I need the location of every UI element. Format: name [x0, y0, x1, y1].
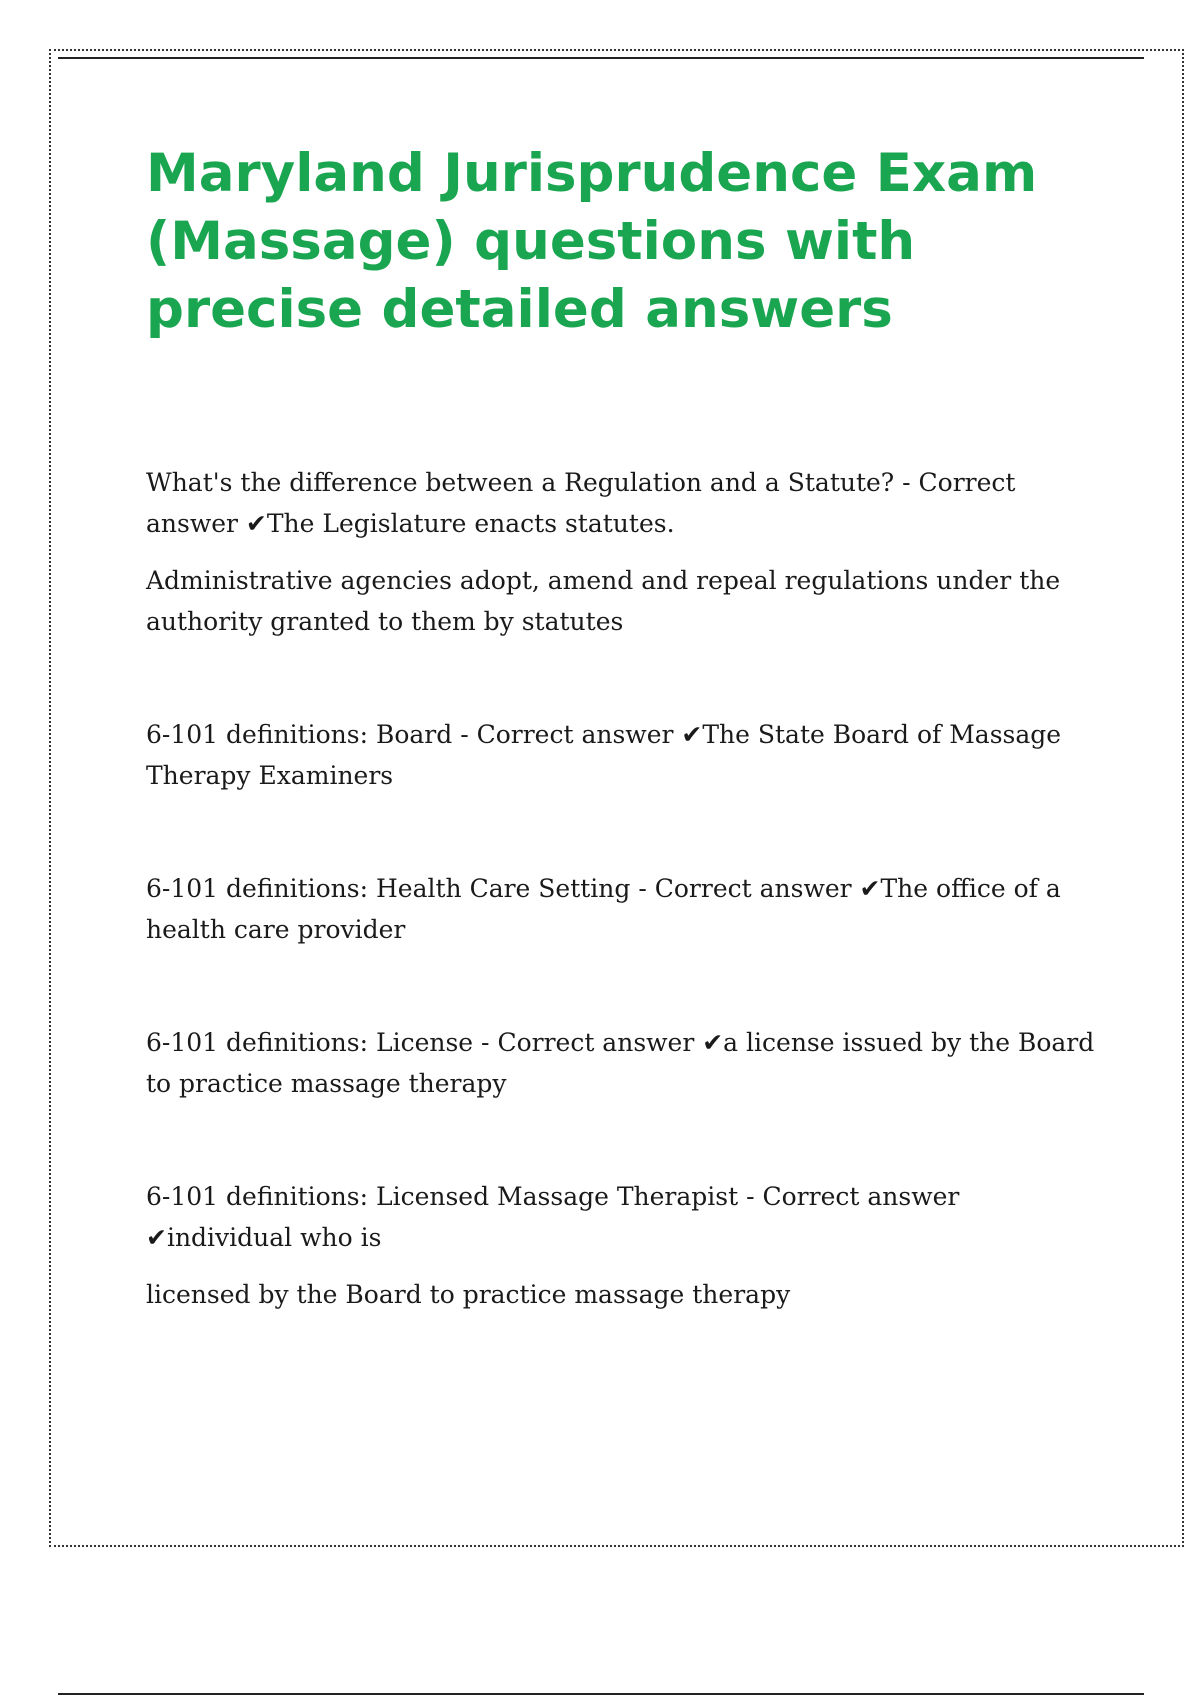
bottom-rule	[58, 1693, 1144, 1695]
qa-paragraph: 6-101 definitions: License - Correct answer ✔a license issued by the Board to practice massage therapy	[146, 1028, 1095, 1098]
qa-item-license	[146, 1022, 1096, 1104]
qa-list	[146, 462, 1096, 1315]
document-content	[146, 140, 1096, 1387]
qa-paragraph: 6-101 definitions: Licensed Massage Therapist - Correct answer ✔individual who is	[146, 1182, 960, 1252]
document-title: Maryland Jurisprudence Exam (Massage) questions with precise detailed answers	[146, 143, 1038, 340]
qa-item-health-care-setting	[146, 868, 1096, 950]
qa-paragraph: 6-101 definitions: Health Care Setting - Correct answer ✔The office of a health care provider	[146, 874, 1061, 944]
qa-paragraph: Administrative agencies adopt, amend and repeal regulations under the authority granted to them by statutes	[146, 566, 1061, 636]
qa-item-licensed-massage-therapist	[146, 1176, 1096, 1315]
qa-paragraph: What's the difference between a Regulation and a Statute? - Correct answer ✔The Legislature enacts statutes.	[146, 468, 1016, 538]
top-rule	[58, 57, 1144, 59]
qa-item-regulation-vs-statute	[146, 462, 1096, 642]
qa-paragraph: licensed by the Board to practice massage therapy	[146, 1280, 791, 1309]
qa-paragraph: 6-101 definitions: Board - Correct answer ✔The State Board of Massage Therapy Examiners	[146, 720, 1062, 790]
qa-item-board	[146, 714, 1096, 796]
